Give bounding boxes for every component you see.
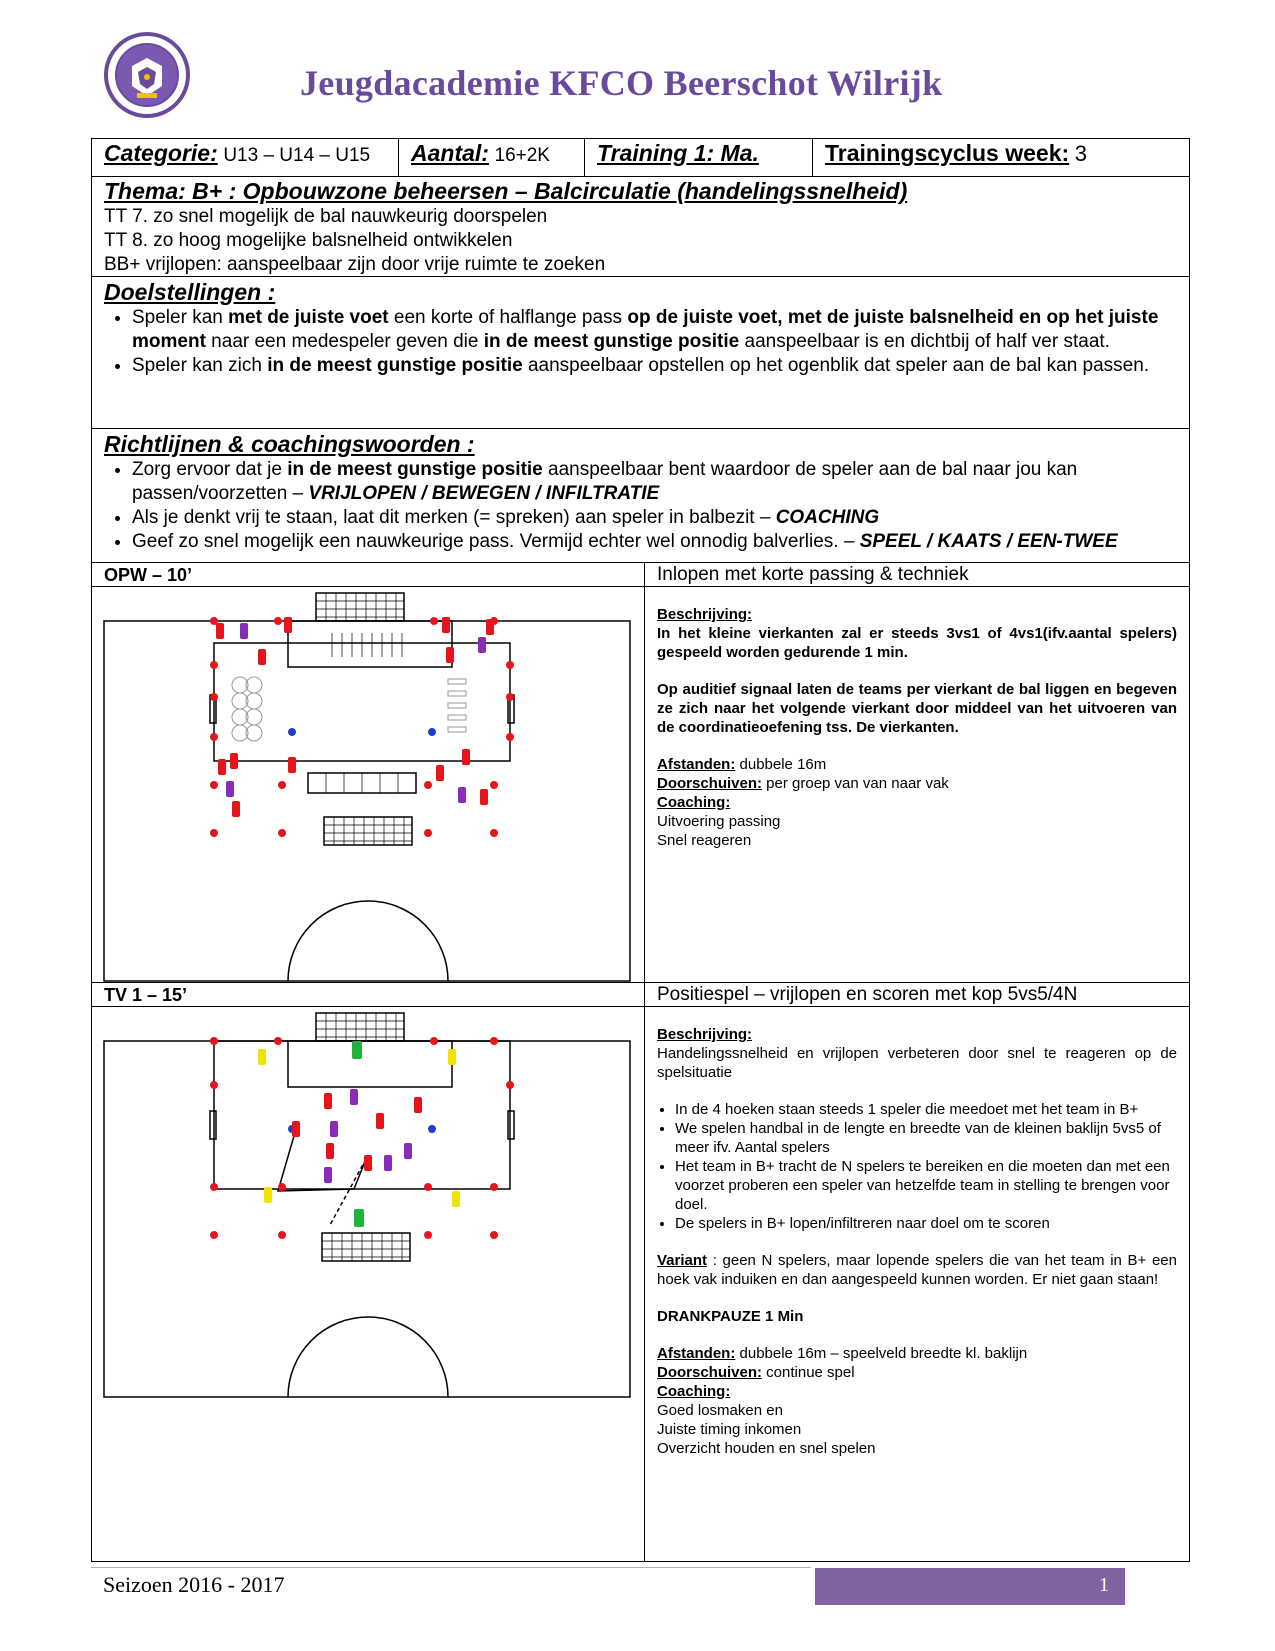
footer-season: Seizoen 2016 - 2017 [103,1572,285,1597]
beschrijving-label: Beschrijving: [657,606,753,623]
afstanden-label: Afstanden: [657,1345,736,1362]
coaching-line: Goed losmaken en [657,1402,783,1419]
exercise-1-header [92,563,1189,587]
exercise-1-diagram [92,587,645,982]
exercise-2-header [92,983,1189,1007]
list-item: • De spelers in B+ lopen/infiltreren naar doel om te scoren [675,1214,1177,1233]
doorschuiven-label: Doorschuiven: [657,775,763,792]
coaching-label: Coaching: [657,1383,731,1400]
afstanden-value: dubbele 16m [735,756,827,773]
richt-bullet: • Geef zo snel mogelijk een nauwkeurige pass. Vermijd echter wel onnodig balverlies. – SPEEL / KAATS / EEN-TWEE [132,530,1177,554]
doel-bullet: • Speler kan met de juiste voet een korte of halflange pass op de juiste voet, met de juiste balsnelheid en op het juiste moment naar een medespeler geven die in de meest gunstige positie aanspeelbaar is en dichtbij of half ver staat. [132,306,1177,354]
club-logo [104,30,190,120]
drankpauze: DRANKPAUZE 1 Min [657,1308,804,1325]
thema-line: TT 7. zo snel mogelijk de bal nauwkeurig doorspelen [104,206,548,227]
variant-value: : geen N spelers, maar lopende spelers die van het team in B+ een hoek vak induiken en dan aangespeeld kunnen worden. Er niet gaan staan! [657,1252,1177,1288]
page-title: Jeugdacademie KFCO Beerschot Wilrijk [300,63,943,103]
field-diagram-1 [92,587,645,983]
exercise-2-body [92,1007,1189,1561]
footer-page-bar [815,1568,1125,1605]
exercise-2-diagram [92,1007,645,1561]
coaching-line: Juiste timing inkomen [657,1421,802,1438]
aantal-value: 16+2K [494,145,550,166]
exercise-1-time: OPW – 10’ [92,563,645,586]
categorie-label: Categorie: [104,140,218,166]
afstanden-label: Afstanden: [657,756,736,773]
coaching-label: Coaching: [657,794,731,811]
exercise-2-paragraph: Handelingssnelheid en vrijlopen verbeteren door snel te reageren op de spelsituatie [657,1045,1177,1081]
thema-title: Thema: B+ : Opbouwzone beheersen – Balcirculatie (handelingssnelheid) [104,178,908,204]
field-diagram-2 [92,1007,645,1561]
footer-divider [91,1567,811,1568]
doelstellingen-section [92,277,1189,429]
thema-section [92,177,1189,277]
exercise-2-time: TV 1 – 15’ [92,983,645,1006]
doorschuiven-value: per groep van van naar vak [762,775,949,792]
exercise-2-text [645,1007,1189,1561]
beschrijving-label: Beschrijving: [657,1026,753,1043]
exercise-1-paragraph: In het kleine vierkanten zal er steeds 3vs1 of 4vs1(ifv.aantal spelers) gespeeld worden gedurende 1 min. [657,625,1177,661]
exercise-2-title: Positiespel – vrijlopen en scoren met kop 5vs5/4N [657,984,1078,1005]
richt-bullet: • Zorg ervoor dat je in de meest gunstige positie aanspeelbaar bent waardoor de speler aan de bal naar jou kan passen/voorzetten – VRIJLOPEN / BEWEGEN / INFILTRATIE [132,458,1177,506]
coaching-line: Uitvoering passing [657,813,781,830]
richtlijnen-title: Richtlijnen & coachingswoorden : [104,431,475,457]
exercise-1-body [92,587,1189,983]
training-sheet [91,138,1190,1562]
exercise-1-text [645,587,1189,982]
coaching-line: Overzicht houden en snel spelen [657,1440,876,1457]
list-item: • In de 4 hoeken staan steeds 1 speler die meedoet met het team in B+ [675,1100,1177,1119]
richt-bullet: • Als je denkt vrij te staan, laat dit merken (= spreken) aan speler in balbezit – COACHING [132,506,1177,530]
training-label: Training 1: Ma. [597,140,759,166]
doorschuiven-value: continue spel [762,1364,855,1381]
variant-label: Variant [657,1252,708,1269]
cyclus-label: Trainingscyclus week: [825,140,1070,166]
aantal-label: Aantal: [411,140,489,166]
exercise-2-list [657,1100,1177,1233]
players-green [352,1041,364,1227]
exercise-1-paragraph: Op auditief signaal laten de teams per vierkant de bal liggen en begeven ze zich naar het volgende vierkant door middeel van het uitvoeren van de coordinatieoefening tss. De vierkanten. [657,681,1177,736]
list-item: • We spelen handbal in de lengte en breedte van de kleinen baklijn 5vs5 of meer ifv. Aantal spelers [675,1119,1177,1157]
coaching-line: Snel reageren [657,832,752,849]
thema-line: TT 8. zo hoog mogelijke balsnelheid ontwikkelen [104,230,513,251]
doel-bullet: • Speler kan zich in de meest gunstige positie aanspeelbaar opstellen op het ogenblik dat speler aan de bal kan passen. [132,354,1177,378]
doelstellingen-title: Doelstellingen : [104,279,276,305]
thema-line: BB+ vrijlopen: aanspeelbaar zijn door vrije ruimte te zoeken [104,254,606,275]
richtlijnen-section [92,429,1189,563]
exercise-1-title: Inlopen met korte passing & techniek [657,564,969,585]
list-item: • Het team in B+ tracht de N spelers te bereiken en die moeten dan met een voorzet proberen een speler van hetzelfde team in stelling te brengen voor doel. [675,1157,1177,1214]
info-row [92,139,1189,177]
page-number: 1 [1099,1574,1109,1596]
cyclus-value: 3 [1074,141,1087,166]
categorie-value: U13 – U14 – U15 [223,145,371,166]
afstanden-value: dubbele 16m – speelveld breedte kl. baklijn [735,1345,1028,1362]
doorschuiven-label: Doorschuiven: [657,1364,763,1381]
